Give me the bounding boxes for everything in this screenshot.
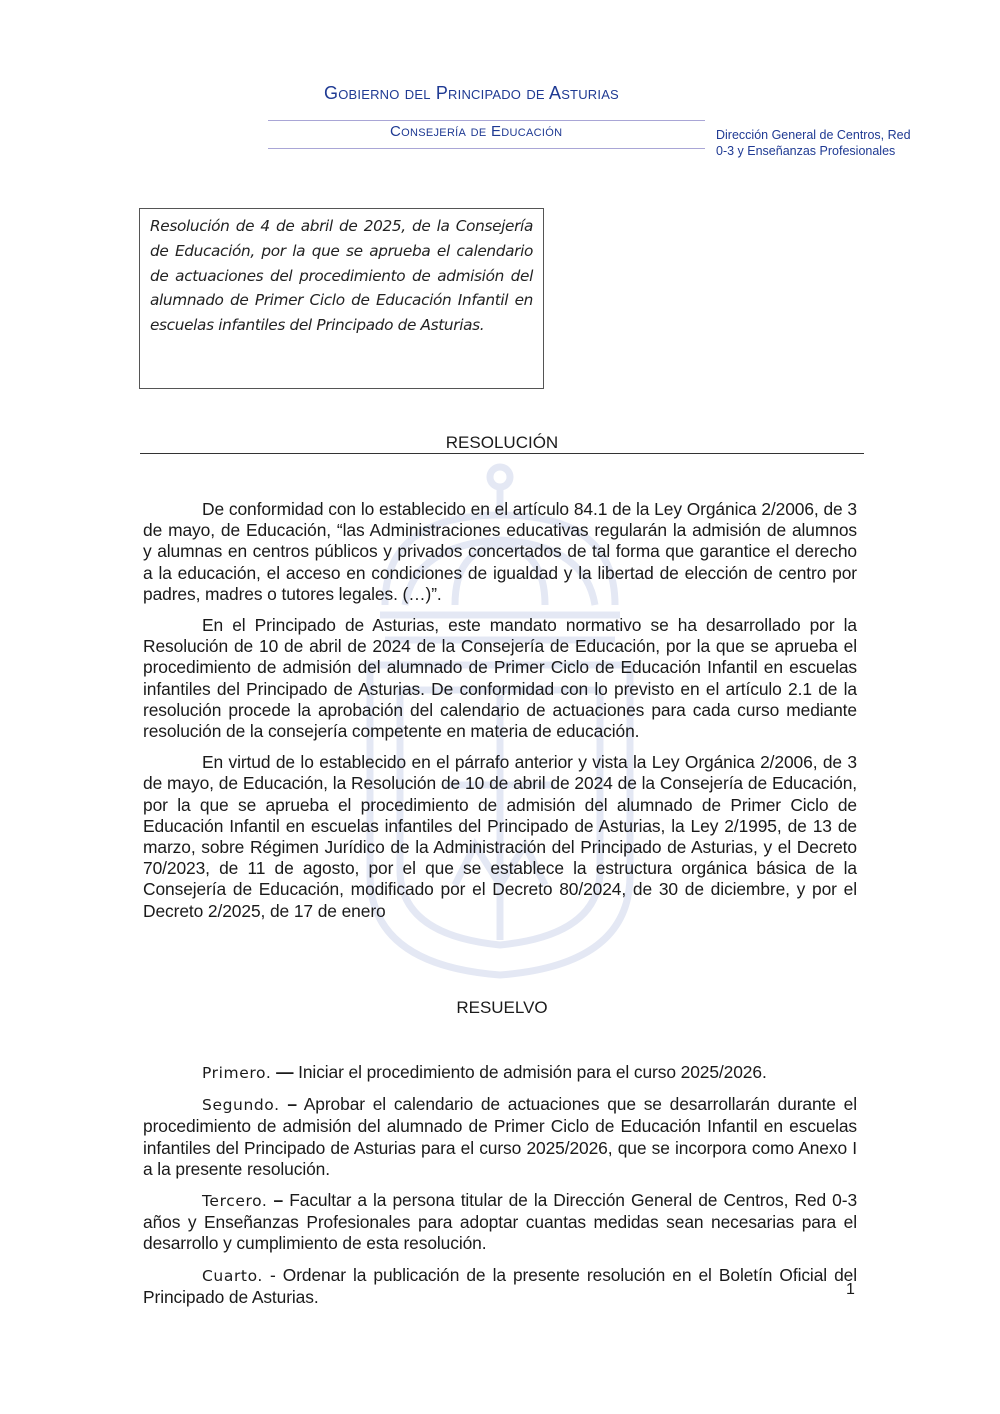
article-segundo <box>143 1094 857 1180</box>
article-tercero <box>143 1190 857 1255</box>
article-dash: – <box>273 1190 284 1211</box>
abstract-text: Resolución de 4 de abril de 2025, de la Consejería de Educación, por la que se aprueba el calendario de actuaciones del procedimiento de admisión del alumnado de Primer Ciclo de Educación Infantil en escuelas infantiles del Principado de Asturias. <box>150 217 533 335</box>
abstract-box <box>139 208 544 389</box>
resuelvo-title: RESUELVO <box>456 998 548 1017</box>
article-dash: - <box>270 1264 276 1285</box>
preamble <box>143 499 857 932</box>
articles <box>143 1062 857 1318</box>
preamble-paragraph: En el Principado de Asturias, este mandato normativo se ha desarrollado por la Resolución de 10 de abril de 2024 de la Consejería de Educación, por la que se aprueba el procedimiento de admisión del alumnado de Primer Ciclo de Educación Infantil en escuelas infantiles del Principado de Asturias. De conformidad con lo previsto en el artículo 2.1 de la resolución procede la aprobación del calendario de actuaciones para cada curso mediante resolución de la consejería competente en materia de educación. <box>143 615 857 742</box>
article-text: Ordenar la publicación de la presente resolución en el Boletín Oficial del Principado de Asturias. <box>143 1264 858 1307</box>
directorate-header <box>716 127 911 159</box>
article-dash: — <box>276 1062 294 1082</box>
directorate-line-2: 0-3 y Enseñanzas Profesionales <box>716 144 896 158</box>
preamble-paragraph: De conformidad con lo establecido en el artículo 84.1 de la Ley Orgánica 2/2006, de 3 de mayo, de Educación, “las Administraciones educativas regularán la admisión de alumnos y alumnas en centros públicos y privados concertados de tal forma que garantice el derecho a la educación, el acceso en condiciones de igualdad y la libertad de elección de centro por padres, madres o tutores legales. (…)”. <box>143 499 857 604</box>
directorate-line-1: Dirección General de Centros, Red <box>716 128 911 142</box>
resolution-title: RESOLUCIÓN <box>445 433 559 452</box>
article-label: Segundo. <box>202 1096 280 1115</box>
preamble-paragraph: En virtud de lo establecido en el párrafo anterior y vista la Ley Orgánica 2/2006, de 3 de mayo, de Educación, la Resolución de 10 de abril de 2024 de la Consejería de Educación, por la que se aprueba el procedimiento de admisión del alumnado de Primer Ciclo de Educación Infantil en escuelas infantiles del Principado de Asturias, la Ley 2/1995, de 13 de marzo, sobre Régimen Jurídico de la Administración del Principado de Asturias, y el Decreto 70/2023, de 11 de agosto, por el que se establece la estructura orgánica básica de la Consejería de Educación, modificado por el Decreto 80/2024, de 30 de diciembre, y por el Decreto 2/2025, de 17 de enero <box>143 752 857 921</box>
article-cuarto <box>143 1265 857 1308</box>
page-number: 1 <box>846 1281 855 1298</box>
department-header: Consejería de Educación <box>390 123 563 140</box>
article-label: Tercero. <box>202 1192 268 1211</box>
header-rule-bottom <box>268 148 705 149</box>
article-label: Primero. <box>202 1064 272 1082</box>
article-primero <box>143 1062 857 1084</box>
article-text: Iniciar el procedimiento de admisión para el curso 2025/2026. <box>298 1062 767 1082</box>
government-header: Gobierno del Principado de Asturias <box>324 83 619 103</box>
resolution-title-rule <box>140 453 864 454</box>
article-text: Aprobar el calendario de actuaciones que se desarrollarán durante el procedimiento de admisión del alumnado de Primer Ciclo de Educación Infantil en escuelas infantiles del Principado de Asturias para el curso 2025/2026, que se incorpora como Anexo I a la presente resolución. <box>143 1094 857 1179</box>
header-rule-top <box>268 120 705 121</box>
article-dash: – <box>287 1094 297 1115</box>
article-text: Facultar a la persona titular de la Dirección General de Centros, Red 0-3 años y Enseñanzas Profesionales para adoptar cuantas medidas sean necesarias para el desarrollo y cumplimiento de esta resolución. <box>143 1190 858 1254</box>
article-label: Cuarto. <box>202 1266 263 1285</box>
